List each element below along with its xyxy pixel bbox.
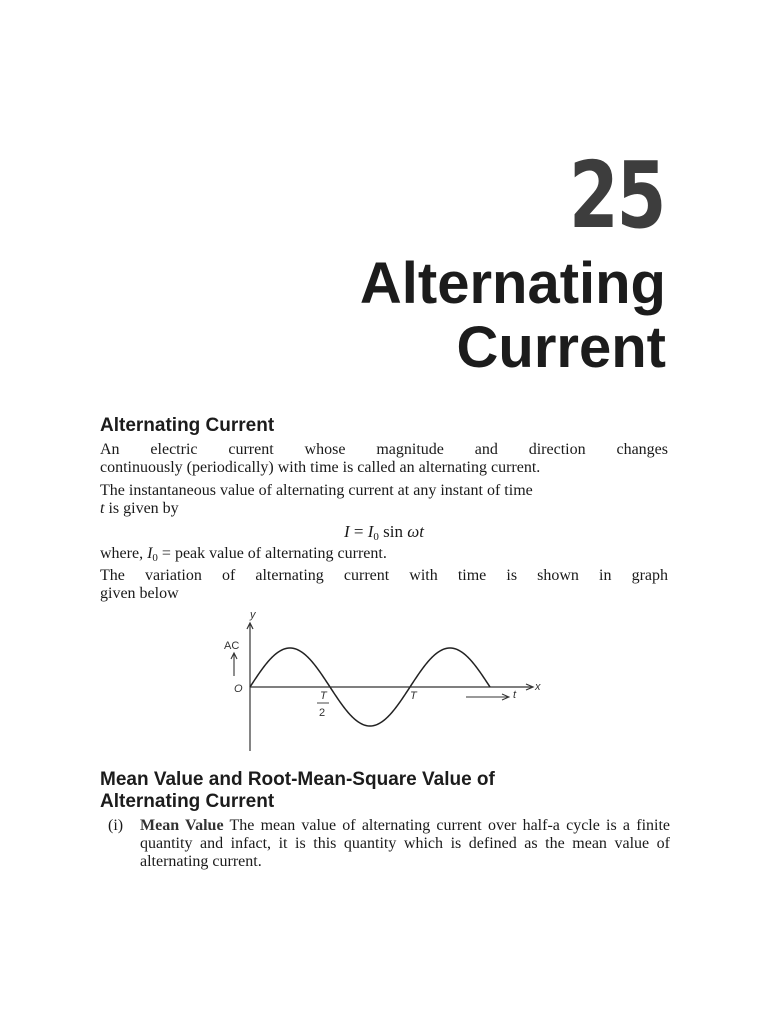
paragraph-line: given below [100,585,179,602]
paragraph-line: continuously (periodically) with time is called an alternating current. [100,459,541,476]
term-mean-value: Mean Value [140,817,224,834]
where-prefix: where, [100,545,148,562]
paragraph-variation [100,567,668,603]
period-label: T [410,690,417,702]
paragraph-line [100,500,668,518]
origin-label: O [234,683,243,695]
equation-lhs: I [343,522,350,541]
time-label: t [513,689,517,701]
chapter-title-line-1: Alternating [359,251,666,316]
where-variable: I [147,545,153,562]
section-heading-mean-rms [100,769,495,813]
half-period-denominator: 2 [319,707,326,719]
equation-amplitude: I [367,522,374,541]
list-item-body [140,817,670,871]
paragraph-definition [100,441,668,477]
section-heading-line: Mean Value and Root-Mean-Square Value of [100,769,495,790]
paragraph-line: An electric current whose magnitude and direction changes [100,441,668,458]
where-text: = peak value of alternating current. [157,545,387,562]
half-period-numerator: T [320,690,327,702]
equation-amplitude-subscript: 0 [373,531,379,543]
equation-current [0,522,768,542]
paragraph-where [100,545,668,563]
chapter-title [360,252,666,380]
chapter-title-line-2: Current [456,315,666,380]
equation-function: sin [378,522,408,541]
equation-argument: ωt [407,522,424,541]
list-item-text: The mean value of alternating current over half-a cycle is a finite quantity and infact, it is this quantity which is defined as the mean value of alternating current. [140,817,671,870]
list-item-mean-value [108,817,670,871]
time-variable: t [100,500,105,517]
chapter-number: 25 [568,142,664,249]
section-heading-line: Alternating Current [100,791,275,812]
where-subscript: 0 [152,552,158,564]
ac-label: AC [224,640,240,652]
paragraph-line: The instantaneous value of alternating current at any instant of time [100,482,533,499]
paragraph-instantaneous [100,482,668,518]
paragraph-text: is given by [104,500,179,517]
paragraph-line: The variation of alternating current with time is shown in graph [100,567,668,584]
x-axis-label: x [535,681,541,693]
equation-equals: = [349,522,368,541]
section-heading-alternating-current: Alternating Current [100,415,275,436]
ac-waveform-graph [210,606,560,756]
y-axis-label: y [250,609,256,621]
list-item-number: (i) [108,817,124,834]
